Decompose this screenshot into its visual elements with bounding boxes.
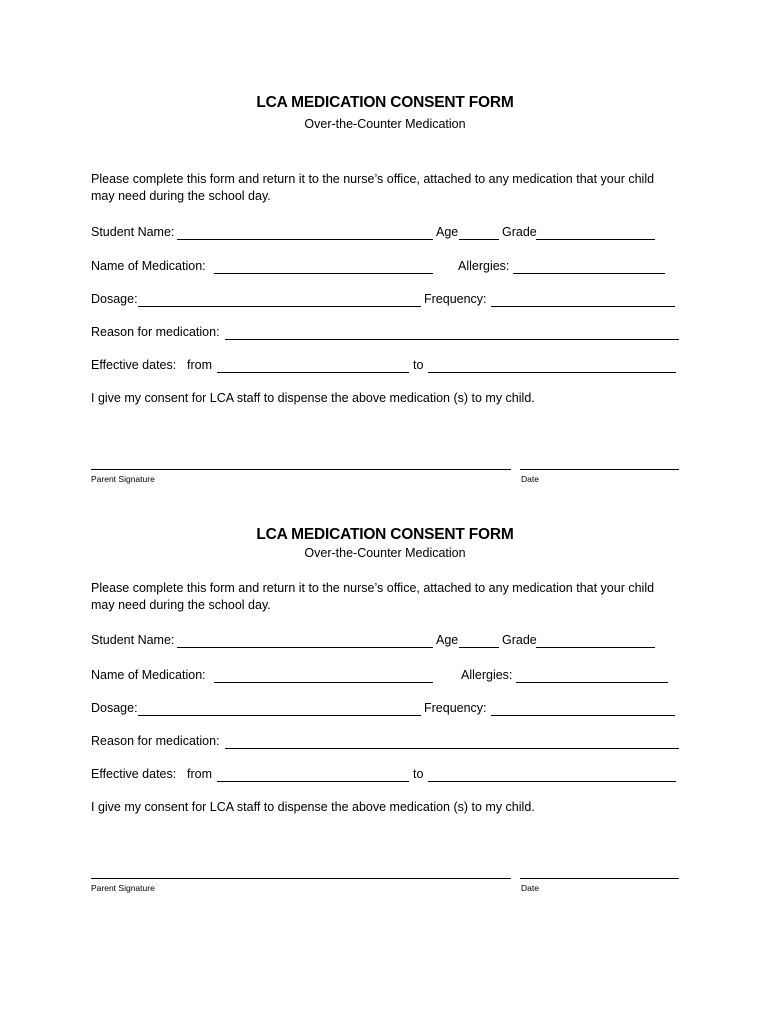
to-label: to xyxy=(413,358,424,372)
age-label: Age xyxy=(436,633,459,647)
effective-dates-label: Effective dates: xyxy=(91,767,177,781)
signature-date-field[interactable] xyxy=(520,469,679,470)
reason-label: Reason for medication: xyxy=(91,325,220,339)
frequency-label: Frequency: xyxy=(424,701,487,715)
from-date-field[interactable] xyxy=(217,781,409,782)
instructions-line-1: Please complete this form and return it to the nurse’s office, attached to any medication that your child xyxy=(91,172,655,186)
dosage-field[interactable] xyxy=(138,715,421,716)
to-date-field[interactable] xyxy=(428,372,676,373)
to-label: to xyxy=(413,767,424,781)
reason-label: Reason for medication: xyxy=(91,734,220,748)
consent-text: I give my consent for LCA staff to dispense the above medication (s) to my child. xyxy=(91,800,535,814)
signature-date-field[interactable] xyxy=(520,878,679,879)
parent-signature-label: Parent Signature xyxy=(91,474,155,484)
dosage-label: Dosage: xyxy=(91,701,138,715)
medication-label: Name of Medication: xyxy=(91,259,206,273)
from-date-field[interactable] xyxy=(217,372,409,373)
grade-label: Grade xyxy=(502,633,537,647)
parent-signature-field[interactable] xyxy=(91,469,511,470)
consent-text: I give my consent for LCA staff to dispense the above medication (s) to my child. xyxy=(91,391,535,405)
effective-dates-label: Effective dates: xyxy=(91,358,177,372)
age-label: Age xyxy=(436,225,459,239)
instructions-line-2: may need during the school day. xyxy=(91,189,271,203)
form-subtitle: Over-the-Counter Medication xyxy=(304,117,466,131)
medication-field[interactable] xyxy=(214,682,433,683)
form-title: LCA MEDICATION CONSENT FORM xyxy=(256,526,514,543)
date-label: Date xyxy=(521,883,539,893)
student-name-field[interactable] xyxy=(177,239,433,240)
date-label: Date xyxy=(521,474,539,484)
parent-signature-label: Parent Signature xyxy=(91,883,155,893)
from-label: from xyxy=(187,767,212,781)
student-name-field[interactable] xyxy=(177,647,433,648)
dosage-label: Dosage: xyxy=(91,292,138,306)
instructions-line-1: Please complete this form and return it to the nurse’s office, attached to any medication that your child xyxy=(91,581,655,595)
form-title: LCA MEDICATION CONSENT FORM xyxy=(256,94,514,111)
age-field[interactable] xyxy=(459,239,499,240)
student-name-label: Student Name: xyxy=(91,225,175,239)
medication-field[interactable] xyxy=(214,273,433,274)
frequency-field[interactable] xyxy=(491,715,675,716)
frequency-field[interactable] xyxy=(491,306,675,307)
student-name-label: Student Name: xyxy=(91,633,175,647)
dosage-field[interactable] xyxy=(138,306,421,307)
grade-label: Grade xyxy=(502,225,537,239)
parent-signature-field[interactable] xyxy=(91,878,511,879)
form-subtitle: Over-the-Counter Medication xyxy=(304,546,466,560)
instructions-line-2: may need during the school day. xyxy=(91,598,271,612)
to-date-field[interactable] xyxy=(428,781,676,782)
medication-label: Name of Medication: xyxy=(91,668,206,682)
grade-field[interactable] xyxy=(536,239,655,240)
reason-field[interactable] xyxy=(225,748,679,749)
age-field[interactable] xyxy=(459,647,499,648)
reason-field[interactable] xyxy=(225,339,679,340)
from-label: from xyxy=(187,358,212,372)
grade-field[interactable] xyxy=(536,647,655,648)
allergies-label: Allergies: xyxy=(461,668,513,682)
allergies-label: Allergies: xyxy=(458,259,510,273)
allergies-field[interactable] xyxy=(513,273,665,274)
frequency-label: Frequency: xyxy=(424,292,487,306)
allergies-field[interactable] xyxy=(516,682,668,683)
